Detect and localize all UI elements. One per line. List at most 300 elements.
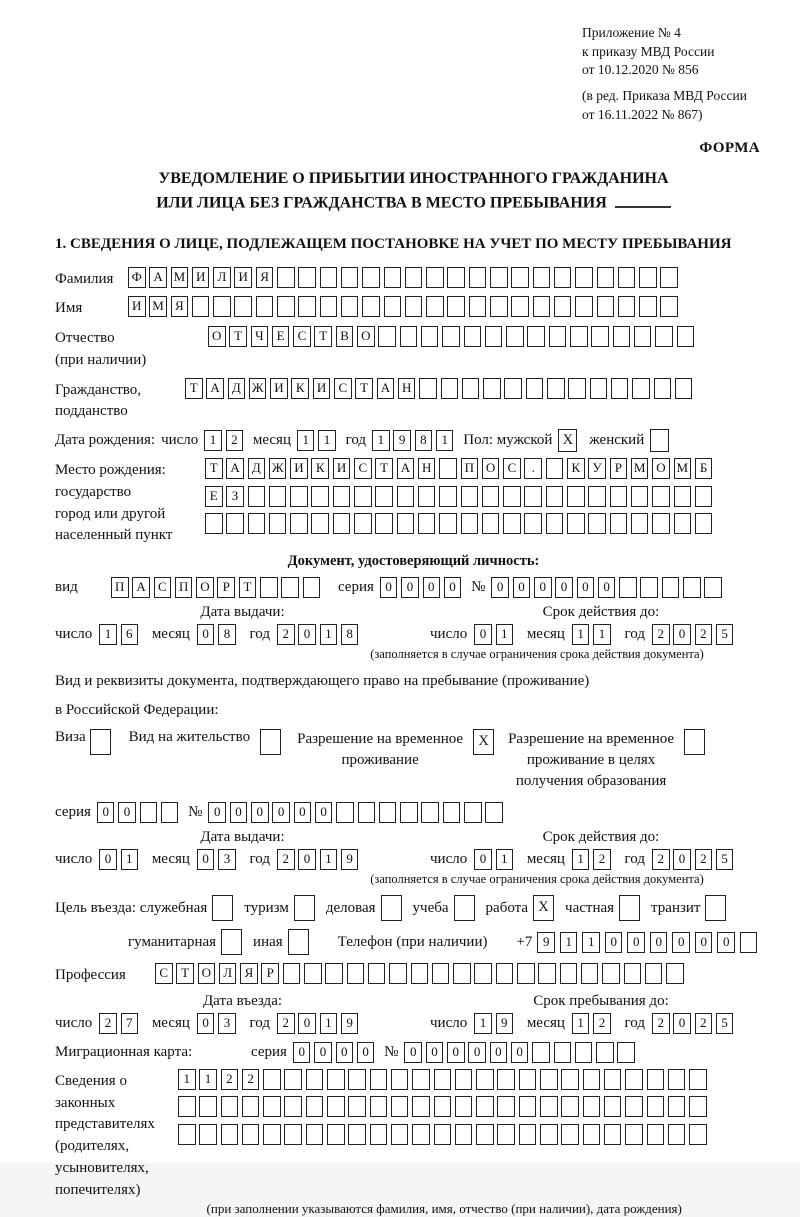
char-cell[interactable] xyxy=(354,486,372,507)
char-cell[interactable]: Р xyxy=(217,577,235,598)
char-cell[interactable] xyxy=(639,296,657,317)
char-cell[interactable]: 2 xyxy=(242,1069,260,1090)
char-cell[interactable]: 0 xyxy=(380,577,398,598)
char-cell[interactable] xyxy=(618,267,636,288)
char-cell[interactable] xyxy=(405,267,423,288)
char-cell[interactable]: 0 xyxy=(447,1042,465,1063)
char-cell[interactable] xyxy=(660,296,678,317)
char-cell[interactable] xyxy=(583,1069,601,1090)
char-cell[interactable]: Т xyxy=(176,963,194,984)
char-cell[interactable]: В xyxy=(336,326,354,347)
char-cell[interactable]: 2 xyxy=(221,1069,239,1090)
char-cell[interactable]: У xyxy=(588,458,606,479)
char-cell[interactable]: 0 xyxy=(490,1042,508,1063)
char-cell[interactable]: 2 xyxy=(695,1013,713,1034)
char-cell[interactable] xyxy=(461,513,479,534)
char-cell[interactable] xyxy=(511,296,529,317)
char-cell[interactable] xyxy=(400,802,418,823)
char-cell[interactable]: 0 xyxy=(717,932,735,953)
char-cell[interactable] xyxy=(226,513,244,534)
char-cell[interactable]: 0 xyxy=(673,849,691,870)
char-cell[interactable] xyxy=(419,378,437,399)
char-cell[interactable] xyxy=(354,513,372,534)
char-cell[interactable] xyxy=(497,1124,515,1145)
char-cell[interactable] xyxy=(503,486,521,507)
char-cell[interactable] xyxy=(242,1096,260,1117)
char-cell[interactable]: Т xyxy=(205,458,223,479)
char-cell[interactable]: И xyxy=(234,267,252,288)
char-cell[interactable]: А xyxy=(132,577,150,598)
char-cell[interactable]: Я xyxy=(240,963,258,984)
char-cell[interactable] xyxy=(554,1042,572,1063)
char-cell[interactable] xyxy=(281,577,299,598)
char-cell[interactable] xyxy=(375,513,393,534)
char-cell[interactable]: 2 xyxy=(99,1013,117,1034)
char-cell[interactable] xyxy=(604,1124,622,1145)
char-cell[interactable] xyxy=(161,802,179,823)
char-cell[interactable]: С xyxy=(334,378,352,399)
char-cell[interactable] xyxy=(533,267,551,288)
purpose-tourism-checkbox[interactable] xyxy=(294,895,315,921)
char-cell[interactable] xyxy=(476,1069,494,1090)
char-cell[interactable] xyxy=(263,1069,281,1090)
female-checkbox[interactable] xyxy=(650,429,669,452)
char-cell[interactable] xyxy=(640,577,658,598)
char-cell[interactable] xyxy=(689,1069,707,1090)
char-cell[interactable] xyxy=(311,513,329,534)
char-cell[interactable] xyxy=(503,513,521,534)
char-cell[interactable]: И xyxy=(128,296,146,317)
char-cell[interactable] xyxy=(581,963,599,984)
char-cell[interactable]: 2 xyxy=(226,430,244,451)
char-cell[interactable]: 1 xyxy=(297,430,315,451)
char-cell[interactable] xyxy=(412,1124,430,1145)
char-cell[interactable]: 2 xyxy=(695,624,713,645)
char-cell[interactable] xyxy=(347,963,365,984)
char-cell[interactable]: 1 xyxy=(496,849,514,870)
char-cell[interactable] xyxy=(277,267,295,288)
char-cell[interactable] xyxy=(325,963,343,984)
char-cell[interactable]: М xyxy=(674,458,692,479)
char-cell[interactable]: 0 xyxy=(272,802,290,823)
char-cell[interactable]: 2 xyxy=(277,849,295,870)
char-cell[interactable]: 0 xyxy=(423,577,441,598)
char-cell[interactable] xyxy=(358,802,376,823)
char-cell[interactable]: И xyxy=(333,458,351,479)
char-cell[interactable]: 0 xyxy=(404,1042,422,1063)
char-cell[interactable]: 0 xyxy=(197,624,215,645)
char-cell[interactable] xyxy=(689,1124,707,1145)
char-cell[interactable]: 9 xyxy=(496,1013,514,1034)
char-cell[interactable] xyxy=(675,378,693,399)
char-cell[interactable] xyxy=(625,1124,643,1145)
char-cell[interactable]: С xyxy=(503,458,521,479)
char-cell[interactable] xyxy=(441,378,459,399)
char-cell[interactable] xyxy=(591,326,609,347)
char-cell[interactable] xyxy=(617,1042,635,1063)
char-cell[interactable]: 0 xyxy=(118,802,136,823)
char-cell[interactable]: О xyxy=(208,326,226,347)
char-cell[interactable] xyxy=(290,513,308,534)
char-cell[interactable] xyxy=(668,1069,686,1090)
char-cell[interactable] xyxy=(647,1069,665,1090)
char-cell[interactable] xyxy=(400,326,418,347)
char-cell[interactable]: Л xyxy=(213,267,231,288)
char-cell[interactable] xyxy=(405,296,423,317)
char-cell[interactable] xyxy=(306,1096,324,1117)
char-cell[interactable] xyxy=(689,1096,707,1117)
char-cell[interactable] xyxy=(412,1069,430,1090)
char-cell[interactable]: 0 xyxy=(426,1042,444,1063)
char-cell[interactable]: А xyxy=(226,458,244,479)
char-cell[interactable] xyxy=(234,296,252,317)
char-cell[interactable] xyxy=(511,267,529,288)
char-cell[interactable] xyxy=(540,1096,558,1117)
char-cell[interactable] xyxy=(597,267,615,288)
char-cell[interactable] xyxy=(283,963,301,984)
char-cell[interactable]: 2 xyxy=(593,1013,611,1034)
char-cell[interactable] xyxy=(412,1096,430,1117)
char-cell[interactable] xyxy=(469,267,487,288)
char-cell[interactable] xyxy=(588,513,606,534)
char-cell[interactable] xyxy=(248,486,266,507)
char-cell[interactable] xyxy=(526,378,544,399)
char-cell[interactable]: 0 xyxy=(468,1042,486,1063)
char-cell[interactable] xyxy=(704,577,722,598)
char-cell[interactable]: 9 xyxy=(341,1013,359,1034)
male-checkbox[interactable]: X xyxy=(558,429,577,452)
char-cell[interactable]: 1 xyxy=(572,624,590,645)
residence-permit-checkbox[interactable] xyxy=(260,729,281,755)
char-cell[interactable]: 1 xyxy=(99,624,117,645)
char-cell[interactable] xyxy=(421,802,439,823)
char-cell[interactable] xyxy=(242,1124,260,1145)
char-cell[interactable] xyxy=(540,1124,558,1145)
char-cell[interactable] xyxy=(619,577,637,598)
char-cell[interactable]: 0 xyxy=(294,802,312,823)
char-cell[interactable] xyxy=(517,963,535,984)
char-cell[interactable]: 1 xyxy=(572,1013,590,1034)
char-cell[interactable] xyxy=(379,802,397,823)
char-cell[interactable] xyxy=(140,802,158,823)
char-cell[interactable] xyxy=(632,378,650,399)
char-cell[interactable]: Ж xyxy=(269,458,287,479)
char-cell[interactable] xyxy=(178,1124,196,1145)
char-cell[interactable]: 5 xyxy=(716,1013,734,1034)
char-cell[interactable] xyxy=(611,378,629,399)
char-cell[interactable] xyxy=(476,1124,494,1145)
char-cell[interactable]: 1 xyxy=(204,430,222,451)
char-cell[interactable]: И xyxy=(270,378,288,399)
char-cell[interactable] xyxy=(306,1069,324,1090)
char-cell[interactable] xyxy=(596,1042,614,1063)
char-cell[interactable] xyxy=(327,1124,345,1145)
char-cell[interactable] xyxy=(604,1069,622,1090)
char-cell[interactable]: К xyxy=(311,458,329,479)
char-cell[interactable]: 0 xyxy=(336,1042,354,1063)
char-cell[interactable]: 0 xyxy=(298,1013,316,1034)
char-cell[interactable]: 0 xyxy=(673,624,691,645)
purpose-commercial-checkbox[interactable] xyxy=(381,895,402,921)
char-cell[interactable] xyxy=(304,963,322,984)
char-cell[interactable] xyxy=(434,1096,452,1117)
char-cell[interactable] xyxy=(506,326,524,347)
char-cell[interactable] xyxy=(662,577,680,598)
char-cell[interactable] xyxy=(561,1096,579,1117)
char-cell[interactable] xyxy=(654,378,672,399)
char-cell[interactable]: 3 xyxy=(218,1013,236,1034)
char-cell[interactable]: 1 xyxy=(572,849,590,870)
char-cell[interactable]: 0 xyxy=(511,1042,529,1063)
char-cell[interactable] xyxy=(490,267,508,288)
char-cell[interactable] xyxy=(192,296,210,317)
purpose-transit-checkbox[interactable] xyxy=(705,895,726,921)
char-cell[interactable]: Ч xyxy=(251,326,269,347)
char-cell[interactable] xyxy=(439,513,457,534)
char-cell[interactable]: П xyxy=(461,458,479,479)
char-cell[interactable] xyxy=(447,267,465,288)
char-cell[interactable]: 1 xyxy=(320,1013,338,1034)
char-cell[interactable] xyxy=(333,513,351,534)
char-cell[interactable] xyxy=(298,267,316,288)
char-cell[interactable] xyxy=(533,296,551,317)
char-cell[interactable] xyxy=(519,1096,537,1117)
char-cell[interactable] xyxy=(683,577,701,598)
char-cell[interactable]: Т xyxy=(314,326,332,347)
char-cell[interactable] xyxy=(610,513,628,534)
char-cell[interactable] xyxy=(639,267,657,288)
char-cell[interactable]: 1 xyxy=(496,624,514,645)
char-cell[interactable] xyxy=(602,963,620,984)
char-cell[interactable]: . xyxy=(524,458,542,479)
char-cell[interactable] xyxy=(538,963,556,984)
char-cell[interactable] xyxy=(695,513,713,534)
char-cell[interactable]: 0 xyxy=(534,577,552,598)
char-cell[interactable] xyxy=(442,326,460,347)
char-cell[interactable] xyxy=(647,1096,665,1117)
char-cell[interactable] xyxy=(668,1096,686,1117)
char-cell[interactable]: И xyxy=(192,267,210,288)
char-cell[interactable]: 0 xyxy=(293,1042,311,1063)
other-purpose-checkbox[interactable] xyxy=(288,929,309,955)
char-cell[interactable] xyxy=(384,296,402,317)
temp-residence-edu-checkbox[interactable] xyxy=(684,729,705,755)
char-cell[interactable]: 1 xyxy=(320,849,338,870)
char-cell[interactable]: 0 xyxy=(298,849,316,870)
char-cell[interactable] xyxy=(341,267,359,288)
char-cell[interactable]: 0 xyxy=(99,849,117,870)
char-cell[interactable]: М xyxy=(171,267,189,288)
char-cell[interactable] xyxy=(362,267,380,288)
char-cell[interactable]: Л xyxy=(219,963,237,984)
char-cell[interactable] xyxy=(221,1124,239,1145)
char-cell[interactable] xyxy=(532,1042,550,1063)
char-cell[interactable]: 2 xyxy=(652,624,670,645)
char-cell[interactable]: А xyxy=(377,378,395,399)
char-cell[interactable]: 2 xyxy=(277,1013,295,1034)
char-cell[interactable]: Т xyxy=(185,378,203,399)
char-cell[interactable] xyxy=(370,1096,388,1117)
char-cell[interactable]: 1 xyxy=(474,1013,492,1034)
char-cell[interactable] xyxy=(311,486,329,507)
char-cell[interactable] xyxy=(527,326,545,347)
char-cell[interactable] xyxy=(567,486,585,507)
char-cell[interactable] xyxy=(290,486,308,507)
char-cell[interactable] xyxy=(348,1124,366,1145)
char-cell[interactable]: 2 xyxy=(652,1013,670,1034)
char-cell[interactable] xyxy=(284,1124,302,1145)
char-cell[interactable] xyxy=(464,802,482,823)
char-cell[interactable] xyxy=(256,296,274,317)
char-cell[interactable]: З xyxy=(226,486,244,507)
char-cell[interactable] xyxy=(434,1069,452,1090)
char-cell[interactable]: 0 xyxy=(672,932,690,953)
char-cell[interactable] xyxy=(647,1124,665,1145)
char-cell[interactable] xyxy=(397,513,415,534)
char-cell[interactable]: 0 xyxy=(577,577,595,598)
char-cell[interactable] xyxy=(549,326,567,347)
char-cell[interactable]: 6 xyxy=(121,624,139,645)
char-cell[interactable] xyxy=(583,1124,601,1145)
char-cell[interactable] xyxy=(455,1069,473,1090)
purpose-business-checkbox[interactable] xyxy=(212,895,233,921)
char-cell[interactable] xyxy=(298,296,316,317)
char-cell[interactable]: О xyxy=(198,963,216,984)
char-cell[interactable]: 1 xyxy=(121,849,139,870)
char-cell[interactable]: Я xyxy=(256,267,274,288)
char-cell[interactable] xyxy=(631,513,649,534)
char-cell[interactable] xyxy=(668,1124,686,1145)
char-cell[interactable] xyxy=(604,1096,622,1117)
char-cell[interactable]: 1 xyxy=(582,932,600,953)
char-cell[interactable]: 5 xyxy=(716,849,734,870)
char-cell[interactable] xyxy=(284,1096,302,1117)
char-cell[interactable] xyxy=(583,1096,601,1117)
char-cell[interactable]: 3 xyxy=(218,849,236,870)
char-cell[interactable]: 5 xyxy=(716,624,734,645)
char-cell[interactable]: 1 xyxy=(560,932,578,953)
char-cell[interactable] xyxy=(336,802,354,823)
char-cell[interactable]: И xyxy=(313,378,331,399)
char-cell[interactable] xyxy=(666,963,684,984)
char-cell[interactable]: О xyxy=(482,458,500,479)
char-cell[interactable]: 0 xyxy=(673,1013,691,1034)
char-cell[interactable] xyxy=(260,577,278,598)
char-cell[interactable] xyxy=(421,326,439,347)
char-cell[interactable] xyxy=(575,1042,593,1063)
char-cell[interactable] xyxy=(213,296,231,317)
char-cell[interactable]: Е xyxy=(272,326,290,347)
char-cell[interactable] xyxy=(625,1096,643,1117)
char-cell[interactable] xyxy=(362,296,380,317)
char-cell[interactable] xyxy=(695,486,713,507)
char-cell[interactable]: 0 xyxy=(208,802,226,823)
char-cell[interactable]: К xyxy=(567,458,585,479)
char-cell[interactable] xyxy=(631,486,649,507)
char-cell[interactable] xyxy=(485,326,503,347)
char-cell[interactable]: М xyxy=(631,458,649,479)
char-cell[interactable]: Ф xyxy=(128,267,146,288)
char-cell[interactable] xyxy=(205,513,223,534)
char-cell[interactable] xyxy=(461,486,479,507)
char-cell[interactable] xyxy=(333,486,351,507)
char-cell[interactable] xyxy=(597,296,615,317)
char-cell[interactable] xyxy=(389,963,407,984)
char-cell[interactable]: 2 xyxy=(277,624,295,645)
char-cell[interactable] xyxy=(284,1069,302,1090)
char-cell[interactable]: 0 xyxy=(298,624,316,645)
char-cell[interactable] xyxy=(524,513,542,534)
char-cell[interactable] xyxy=(483,378,501,399)
char-cell[interactable] xyxy=(660,267,678,288)
char-cell[interactable] xyxy=(645,963,663,984)
char-cell[interactable]: С xyxy=(293,326,311,347)
char-cell[interactable]: 8 xyxy=(218,624,236,645)
char-cell[interactable]: 0 xyxy=(357,1042,375,1063)
char-cell[interactable]: 9 xyxy=(393,430,411,451)
char-cell[interactable] xyxy=(497,1096,515,1117)
char-cell[interactable]: 0 xyxy=(197,1013,215,1034)
char-cell[interactable] xyxy=(277,296,295,317)
char-cell[interactable] xyxy=(434,1124,452,1145)
char-cell[interactable] xyxy=(674,513,692,534)
char-cell[interactable] xyxy=(439,486,457,507)
char-cell[interactable] xyxy=(443,802,461,823)
char-cell[interactable] xyxy=(540,1069,558,1090)
char-cell[interactable]: 0 xyxy=(627,932,645,953)
char-cell[interactable] xyxy=(469,296,487,317)
char-cell[interactable] xyxy=(221,1096,239,1117)
char-cell[interactable]: 0 xyxy=(401,577,419,598)
char-cell[interactable]: Н xyxy=(398,378,416,399)
char-cell[interactable]: 2 xyxy=(695,849,713,870)
char-cell[interactable]: Н xyxy=(418,458,436,479)
char-cell[interactable] xyxy=(524,486,542,507)
char-cell[interactable] xyxy=(378,326,396,347)
char-cell[interactable]: 8 xyxy=(415,430,433,451)
char-cell[interactable]: 0 xyxy=(598,577,616,598)
char-cell[interactable] xyxy=(634,326,652,347)
char-cell[interactable]: 9 xyxy=(537,932,555,953)
char-cell[interactable] xyxy=(561,1124,579,1145)
char-cell[interactable]: 1 xyxy=(178,1069,196,1090)
char-cell[interactable]: 0 xyxy=(491,577,509,598)
char-cell[interactable] xyxy=(554,267,572,288)
char-cell[interactable]: 0 xyxy=(650,932,668,953)
purpose-study-checkbox[interactable] xyxy=(454,895,475,921)
char-cell[interactable]: 0 xyxy=(555,577,573,598)
char-cell[interactable] xyxy=(320,267,338,288)
purpose-work-checkbox[interactable]: X xyxy=(533,895,554,921)
char-cell[interactable] xyxy=(519,1124,537,1145)
char-cell[interactable]: 0 xyxy=(444,577,462,598)
char-cell[interactable] xyxy=(652,513,670,534)
char-cell[interactable] xyxy=(269,513,287,534)
char-cell[interactable] xyxy=(375,486,393,507)
char-cell[interactable] xyxy=(610,486,628,507)
char-cell[interactable] xyxy=(178,1096,196,1117)
char-cell[interactable]: 2 xyxy=(593,849,611,870)
char-cell[interactable]: К xyxy=(291,378,309,399)
char-cell[interactable] xyxy=(418,486,436,507)
char-cell[interactable]: 9 xyxy=(341,849,359,870)
char-cell[interactable] xyxy=(547,378,565,399)
char-cell[interactable] xyxy=(652,486,670,507)
temp-residence-checkbox[interactable]: X xyxy=(473,729,494,755)
char-cell[interactable]: Ж xyxy=(249,378,267,399)
char-cell[interactable]: 0 xyxy=(251,802,269,823)
char-cell[interactable] xyxy=(560,963,578,984)
